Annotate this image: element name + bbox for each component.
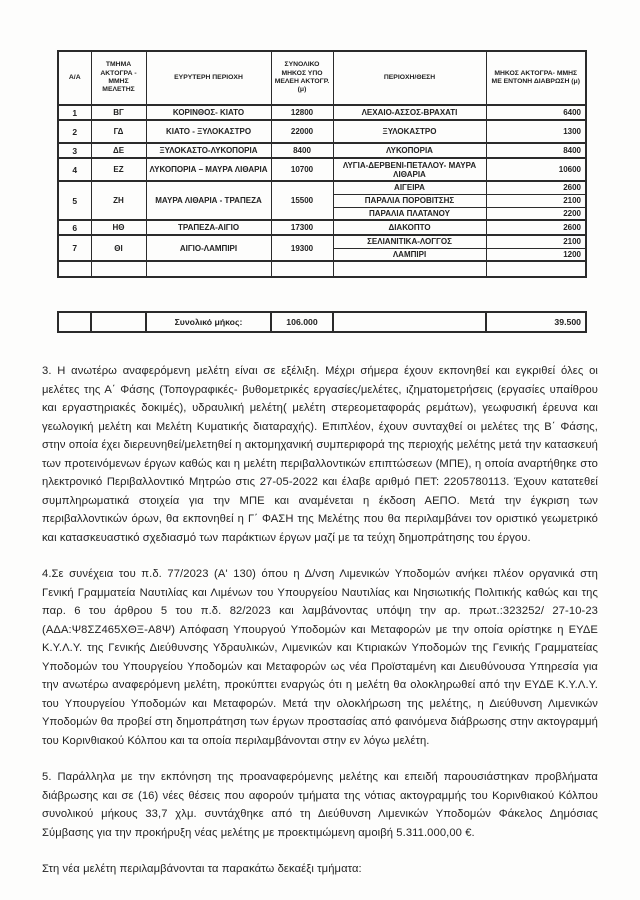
cell-section: ΕΖ xyxy=(91,158,146,181)
coastline-sections-table-wrap xyxy=(42,50,598,278)
cell-section: ΓΔ xyxy=(91,120,146,143)
cell-section: ΘΙ xyxy=(91,235,146,261)
cell-erosion: 2200 xyxy=(486,207,586,220)
cell-section: ΖΗ xyxy=(91,181,146,220)
closing-line: Στη νέα μελέτη περιλαμβάνονται τα παρακάτω δεκαέξι τμήματα: xyxy=(42,863,362,875)
table-row xyxy=(58,158,586,181)
summary-table-wrap xyxy=(42,278,598,333)
cell-total: 22000 xyxy=(271,120,333,143)
empty-cell xyxy=(91,312,146,332)
paragraph-3: 3. Η ανωτέρω αναφερόμενη μελέτη είναι σε εξέλιξη. Μέχρι σήμερα έχουν εκπονηθεί και εγκριθεί όλες οι μελέτες της Α΄ Φάσης (Τοπογραφικές- βυθομετρικές εργασίες/μελέτες, ιζηματομετρήσεις (εργασίες υπαίθρου και εργαστηριακές δοκιμές), υδραυλική μελέτη( μελέτη στερεομεταφοράς ρεμάτων), γεωφυσική έρευνα και γεωλογική μελέτη και Μελέτη Κυματικής διαταραχής). Επιπλέον, έχουν συνταχθεί οι μελέτες της Β΄ Φάσης, στην οποία έχει διερευνηθεί/μελετηθεί η ακτομηχανική συμπεριφορά της περιοχής μελέτης μετά την κατασκευή των προτεινόμενων έργων καθώς και η μελέτη περιβαλλοντικών επιπτώσεων (ΜΠΕ), η οποία αναρτήθηκε στο ηλεκτρονικό Περιβαλλοντικό Μητρώο στις 27-05-2022 και έλαβε αριθμό ΠΕΤ: 2205780113. Έχουν κατατεθεί συμπληρωματικά στοιχεία για την ΜΠΕ και αναμένεται η έκδοση ΑΕΠΟ. Μετά την έγκριση των περιβαλλοντικών όρων, θα εκπονηθεί η Γ΄ ΦΑΣΗ της Μελέτης που θα περιλαμβάνει τον οριστικό γεωμετρικό και κατασκευαστικό σχεδιασμό των παράκτιων έργων μαζί με τα τεύχη δημοπράτησης του έργου. xyxy=(42,365,598,544)
cell-erosion: 2100 xyxy=(486,235,586,248)
table-header-row xyxy=(58,51,586,105)
cell-location: ΑΙΓΕΙΡΑ xyxy=(333,181,486,194)
cell-total: 10700 xyxy=(271,158,333,181)
cell-erosion: 6400 xyxy=(486,105,586,120)
cell-aa: 3 xyxy=(58,143,91,158)
coastline-sections-table xyxy=(57,50,587,278)
cell-erosion: 2600 xyxy=(486,220,586,235)
summary-total-length: 106.000 xyxy=(271,312,333,332)
table-row xyxy=(58,143,586,158)
cell-aa: 5 xyxy=(58,181,91,220)
empty-cell xyxy=(486,261,586,277)
cell-region: ΚΙΑΤΟ - ΞΥΛΟΚΑΣΤΡΟ xyxy=(146,120,271,143)
cell-location: ΛΥΓΙΑ-ΔΕΡΒΕΝΙ-ΠΕΤΑΛΟΥ- ΜΑΥΡΑ ΛΙΘΑΡΙΑ xyxy=(333,158,486,181)
empty-cell xyxy=(91,261,146,277)
empty-cell xyxy=(333,312,486,332)
cell-erosion: 2100 xyxy=(486,194,586,207)
table-row xyxy=(58,235,586,248)
summary-row xyxy=(58,312,586,332)
cell-section: ΗΘ xyxy=(91,220,146,235)
table-row xyxy=(58,105,586,120)
cell-region: ΤΡΑΠΕΖΑ-ΑΙΓΙΟ xyxy=(146,220,271,235)
header-aa: Α/Α xyxy=(58,51,91,105)
cell-section: ΔΕ xyxy=(91,143,146,158)
cell-total: 19300 xyxy=(271,235,333,261)
table-row xyxy=(58,120,586,143)
empty-cell xyxy=(271,261,333,277)
empty-cell xyxy=(58,261,91,277)
cell-erosion: 1300 xyxy=(486,120,586,143)
cell-erosion: 10600 xyxy=(486,158,586,181)
cell-section: ΒΓ xyxy=(91,105,146,120)
cell-location: ΣΕΛΙΑΝΙΤΙΚΑ-ΛΟΓΓΟΣ xyxy=(333,235,486,248)
cell-region: ΜΑΥΡΑ ΛΙΘΑΡΙΑ - ΤΡΑΠΕΖΑ xyxy=(146,181,271,220)
cell-total: 17300 xyxy=(271,220,333,235)
summary-label: Συνολικό μήκος: xyxy=(146,312,271,332)
empty-cell xyxy=(333,261,486,277)
table-row xyxy=(58,181,586,194)
table-empty-row xyxy=(58,261,586,277)
cell-location: ΔΙΑΚΟΠΤΟ xyxy=(333,220,486,235)
cell-total: 15500 xyxy=(271,181,333,220)
header-erosion-length: ΜΗΚΟΣ ΑΚΤΟΓΡΑ- ΜΜΗΣ ΜΕ ΕΝΤΟΝΗ ΔΙΑΒΡΩΣΗ (μ) xyxy=(486,51,586,105)
cell-aa: 6 xyxy=(58,220,91,235)
paragraph-4: 4.Σε συνέχεια του π.δ. 77/2023 (Α' 130) όπου η Δ/νση Λιμενικών Υποδομών ανήκει πλέον οργανικά στη Γενική Γραμματεία Ναυτιλίας και Λιμένων του Υπουργείου Ναυτιλίας και Νησιωτικής Πολιτικής καθώς και της παρ. 6 του άρθρου 5 του π.δ. 82/2023 και λαμβάνοντας υπόψη την αρ. πρωτ.:323252/ 27-10-23 (ΑΔΑ:Ψ8ΣΖ465ΧΘΞ-Α8Ψ) Απόφαση Υπουργού Υποδομών και Μεταφορών με την οποία ορίστηκε η ΕΥΔΕ Κ.Υ.Λ.Υ. της Γενικής Διεύθυνσης Υδραυλικών, Λιμενικών και Κτιριακών Υποδομών της Γενικής Γραμματείας Υποδομών του Υπουργείου Υποδομών και Μεταφορών ως νέα Προϊσταμένη και Διευθύνουσα Υπηρεσία για την ανωτέρω αναφερόμενη μελέτη, προκύπτει εναργώς ότι η μελέτη θα ολοκληρωθεί από την ΕΥΔΕ Κ.Υ.Λ.Υ. του Υπουργείου Υποδομών και Μεταφορών. Μετά την ολοκλήρωση της μελέτης, η Διεύθυνση Λιμενικών Υποδομών θα προβεί στη δημοπράτηση των έργων προστασίας από φαινόμενα διάβρωσης στην ακτογραμμή του Κορινθιακού Κόλπου και τα οποία περιλαμβάνονται στην εν λόγω μελέτη. xyxy=(42,568,598,747)
cell-erosion: 8400 xyxy=(486,143,586,158)
summary-erosion-length: 39.500 xyxy=(486,312,586,332)
cell-region: ΑΙΓΙΟ-ΛΑΜΠΙΡΙ xyxy=(146,235,271,261)
header-region: ΕΥΡΥΤΕΡΗ ΠΕΡΙΟΧΗ xyxy=(146,51,271,105)
cell-total: 8400 xyxy=(271,143,333,158)
cell-location: ΠΑΡΑΛΙΑ ΠΟΡΟΒΙΤΣΗΣ xyxy=(333,194,486,207)
summary-table xyxy=(57,311,587,333)
cell-location: ΛΥΚΟΠΟΡΙΑ xyxy=(333,143,486,158)
cell-region: ΛΥΚΟΠΟΡΙΑ – ΜΑΥΡΑ ΛΙΘΑΡΙΑ xyxy=(146,158,271,181)
table-row xyxy=(58,220,586,235)
cell-erosion: 2600 xyxy=(486,181,586,194)
cell-aa: 2 xyxy=(58,120,91,143)
cell-total: 12800 xyxy=(271,105,333,120)
body-text xyxy=(42,333,598,879)
empty-cell xyxy=(146,261,271,277)
cell-aa: 1 xyxy=(58,105,91,120)
empty-cell xyxy=(58,312,91,332)
cell-aa: 7 xyxy=(58,235,91,261)
cell-location: ΠΑΡΑΛΙΑ ΠΛΑΤΑΝΟΥ xyxy=(333,207,486,220)
header-total-length: ΣΥΝΟΛΙΚΟ ΜΗΚΟΣ ΥΠΟ ΜΕΛΕΗ ΑΚΤΟΓΡ. (μ) xyxy=(271,51,333,105)
paragraph-5: 5. Παράλληλα με την εκπόνηση της προαναφερόμενης μελέτης και επειδή παρουσιάστηκαν προβλήματα διάβρωσης και σε (16) νέες θέσεις που αφορούν τμήματα της νότιας ακτογραμμής του Κορινθιακού Κόλπου συνολικού μήκους 33,7 χλμ. συντάχθηκε από τη Διεύθυνση Λιμενικών Υποδομών Φάκελος Δημόσιας Σύμβασης για την προκήρυξη νέας μελέτης με προεκτιμώμενη αμοιβή 5.311.000,00 €. xyxy=(42,771,598,839)
cell-erosion: 1200 xyxy=(486,248,586,261)
cell-location: ΛΕΧΑΙΟ-ΑΣΣΟΣ-ΒΡΑΧΑΤΙ xyxy=(333,105,486,120)
header-location: ΠΕΡΙΟΧΗ/ΘΕΣΗ xyxy=(333,51,486,105)
cell-location: ΞΥΛΟΚΑΣΤΡΟ xyxy=(333,120,486,143)
cell-aa: 4 xyxy=(58,158,91,181)
cell-region: ΚΟΡΙΝΘΟΣ- ΚΙΑΤΟ xyxy=(146,105,271,120)
header-section: ΤΜΗΜΑ ΑΚΤΟΓΡΑ - ΜΜΗΣ ΜΕΛΕΤΗΣ xyxy=(91,51,146,105)
cell-location: ΛΑΜΠΙΡΙ xyxy=(333,248,486,261)
cell-region: ΞΥΛΟΚΑΣΤΟ-ΛΥΚΟΠΟΡΙΑ xyxy=(146,143,271,158)
